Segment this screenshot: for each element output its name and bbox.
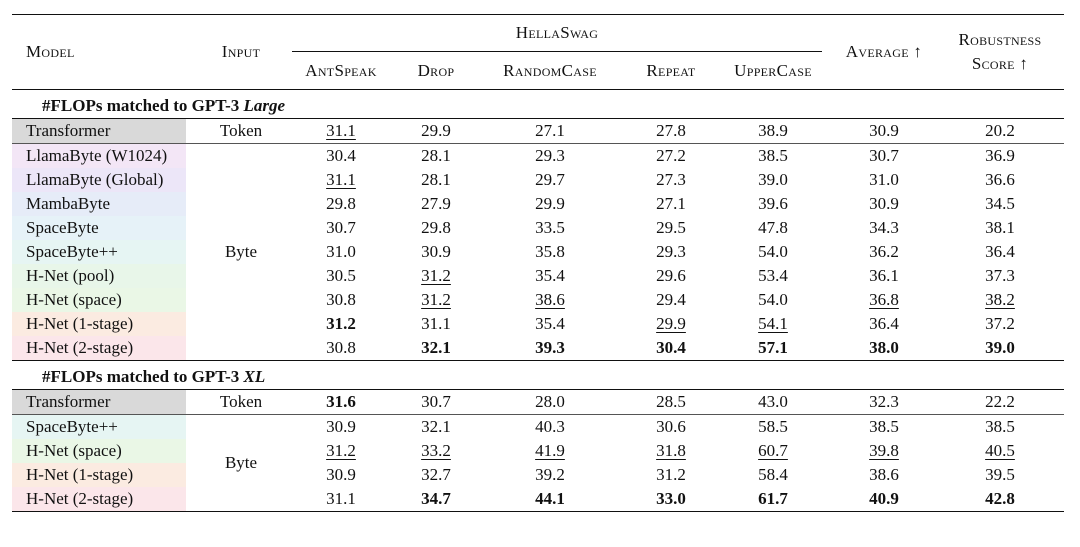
robustness-line2: Score ↑	[971, 54, 1029, 73]
col-header-drop: Drop	[417, 60, 455, 80]
metric-value: 31.1	[326, 489, 356, 508]
metric-cell	[282, 390, 400, 415]
metric-cell	[472, 439, 628, 463]
metric-cell	[282, 312, 400, 336]
metric-cell	[714, 144, 832, 169]
metric-cell	[832, 216, 936, 240]
metric-value: 38.6	[535, 290, 565, 309]
section-title-model: Large	[243, 96, 286, 115]
metric-value: 29.4	[656, 290, 686, 309]
table-row	[12, 192, 1064, 216]
metric-value: 30.9	[869, 121, 899, 140]
metric-value: 38.1	[985, 218, 1015, 237]
metric-cell	[714, 463, 832, 487]
metric-value: 58.4	[758, 465, 788, 484]
metric-cell	[936, 216, 1064, 240]
metric-value: 40.3	[535, 417, 565, 436]
metric-cell	[936, 168, 1064, 192]
metric-cell	[628, 168, 714, 192]
metric-value: 38.0	[869, 338, 899, 357]
metric-cell	[714, 336, 832, 361]
metric-cell	[628, 312, 714, 336]
metric-cell	[832, 192, 936, 216]
metric-value: 27.1	[656, 194, 686, 213]
metric-cell	[628, 216, 714, 240]
metric-value: 54.0	[758, 242, 788, 261]
metric-cell	[472, 288, 628, 312]
metric-cell	[936, 192, 1064, 216]
metric-value: 29.5	[656, 218, 686, 237]
metric-value: 31.2	[421, 266, 451, 285]
table-row	[12, 264, 1064, 288]
metric-value: 29.9	[656, 314, 686, 333]
metric-cell	[936, 312, 1064, 336]
metric-value: 43.0	[758, 392, 788, 411]
metric-cell	[936, 288, 1064, 312]
metric-cell	[714, 415, 832, 440]
metric-cell	[472, 192, 628, 216]
metric-value: 39.0	[985, 338, 1015, 357]
metric-cell	[472, 119, 628, 144]
model-name: LlamaByte (W1024)	[12, 144, 200, 169]
metric-cell	[628, 415, 714, 440]
model-name: H-Net (1-stage)	[12, 312, 200, 336]
metric-cell	[472, 264, 628, 288]
col-header-hellaswag	[282, 15, 832, 53]
metric-cell	[400, 487, 472, 512]
metric-value: 29.9	[535, 194, 565, 213]
table-row	[12, 240, 1064, 264]
metric-value: 37.3	[985, 266, 1015, 285]
metric-value: 27.2	[656, 146, 686, 165]
metric-cell	[714, 288, 832, 312]
metric-value: 29.6	[656, 266, 686, 285]
input-type-token: Token	[219, 121, 263, 140]
metric-cell	[714, 487, 832, 512]
metric-cell	[400, 192, 472, 216]
model-name: H-Net (pool)	[12, 264, 200, 288]
metric-cell	[472, 390, 628, 415]
metric-cell	[628, 144, 714, 169]
metric-value: 33.0	[656, 489, 686, 508]
metric-value: 39.3	[535, 338, 565, 357]
metric-value: 30.8	[326, 338, 356, 357]
metric-cell	[936, 119, 1064, 144]
metric-cell	[282, 487, 400, 512]
metric-value: 29.7	[535, 170, 565, 189]
metric-value: 47.8	[758, 218, 788, 237]
metric-cell	[282, 144, 400, 169]
col-header-repeat: Repeat	[646, 60, 696, 80]
metric-cell	[628, 119, 714, 144]
metric-cell	[936, 336, 1064, 361]
model-name: H-Net (2-stage)	[12, 336, 200, 361]
model-name: SpaceByte	[12, 216, 200, 240]
metric-value: 30.9	[869, 194, 899, 213]
metric-value: 57.1	[758, 338, 788, 357]
metric-value: 27.1	[535, 121, 565, 140]
section-title-xl	[12, 361, 1064, 390]
input-type-byte: Byte	[200, 144, 282, 361]
metric-value: 39.5	[985, 465, 1015, 484]
metric-value: 29.3	[656, 242, 686, 261]
metric-cell	[472, 216, 628, 240]
metric-value: 34.5	[985, 194, 1015, 213]
metric-value: 53.4	[758, 266, 788, 285]
metric-value: 30.5	[326, 266, 356, 285]
metric-cell	[400, 288, 472, 312]
metric-value: 41.9	[535, 441, 565, 460]
metric-value: 60.7	[758, 441, 788, 460]
metric-value: 27.3	[656, 170, 686, 189]
metric-value: 42.8	[985, 489, 1015, 508]
metric-cell	[628, 439, 714, 463]
metric-value: 40.9	[869, 489, 899, 508]
metric-value: 31.2	[656, 465, 686, 484]
metric-cell	[472, 336, 628, 361]
model-name: LlamaByte (Global)	[12, 168, 200, 192]
metric-value: 39.2	[535, 465, 565, 484]
metric-value: 27.8	[656, 121, 686, 140]
metric-value: 35.4	[535, 314, 565, 333]
metric-value: 30.8	[326, 290, 356, 309]
metric-value: 28.0	[535, 392, 565, 411]
metric-cell	[282, 336, 400, 361]
metric-cell	[832, 390, 936, 415]
metric-value: 31.2	[326, 441, 356, 460]
table-row	[12, 168, 1064, 192]
metric-value: 37.2	[985, 314, 1015, 333]
metric-value: 32.1	[421, 417, 451, 436]
metric-cell	[832, 168, 936, 192]
metric-value: 30.9	[421, 242, 451, 261]
metric-cell	[472, 144, 628, 169]
metric-value: 34.3	[869, 218, 899, 237]
metric-value: 36.8	[869, 290, 899, 309]
metric-cell	[282, 119, 400, 144]
metric-cell	[400, 240, 472, 264]
metric-value: 39.0	[758, 170, 788, 189]
metric-cell	[936, 264, 1064, 288]
metric-cell	[400, 264, 472, 288]
metric-cell	[282, 415, 400, 440]
metric-cell	[282, 439, 400, 463]
metric-value: 33.5	[535, 218, 565, 237]
metric-value: 58.5	[758, 417, 788, 436]
col-header-input: Input	[221, 42, 261, 61]
metric-value: 36.4	[869, 314, 899, 333]
metric-value: 30.4	[656, 338, 686, 357]
metric-cell	[936, 240, 1064, 264]
model-name: H-Net (2-stage)	[12, 487, 200, 512]
metric-cell	[282, 463, 400, 487]
metric-value: 30.7	[421, 392, 451, 411]
metric-cell	[832, 240, 936, 264]
metric-cell	[714, 216, 832, 240]
metric-cell	[282, 240, 400, 264]
metric-cell	[472, 463, 628, 487]
metric-cell	[282, 192, 400, 216]
table-row	[12, 390, 1064, 415]
metric-value: 29.3	[535, 146, 565, 165]
metric-cell	[714, 390, 832, 415]
metric-value: 44.1	[535, 489, 565, 508]
col-header-randomcase: RandomCase	[503, 60, 597, 80]
col-header-model: Model	[26, 42, 75, 61]
robustness-line1: Robustness	[958, 30, 1042, 49]
metric-cell	[472, 240, 628, 264]
metric-value: 32.3	[869, 392, 899, 411]
metric-cell	[400, 390, 472, 415]
metric-cell	[472, 168, 628, 192]
metric-cell	[936, 463, 1064, 487]
metric-cell	[628, 264, 714, 288]
input-type-byte: Byte	[200, 415, 282, 512]
metric-value: 30.9	[326, 417, 356, 436]
metric-value: 31.2	[421, 290, 451, 309]
metric-cell	[400, 119, 472, 144]
col-header-antspeak: AntSpeak	[305, 60, 377, 80]
metric-value: 20.2	[985, 121, 1015, 140]
model-name: MambaByte	[12, 192, 200, 216]
section-large	[12, 90, 1064, 361]
metric-value: 36.4	[985, 242, 1015, 261]
metric-value: 30.4	[326, 146, 356, 165]
metric-value: 34.7	[421, 489, 451, 508]
model-name: Transformer	[12, 390, 200, 415]
table-row	[12, 336, 1064, 361]
metric-value: 30.7	[869, 146, 899, 165]
metric-value: 31.1	[326, 170, 356, 189]
metric-cell	[400, 336, 472, 361]
metric-cell	[282, 168, 400, 192]
metric-cell	[832, 487, 936, 512]
metric-cell	[628, 288, 714, 312]
section-title-large	[12, 90, 1064, 119]
metric-value: 30.7	[326, 218, 356, 237]
table-row	[12, 119, 1064, 144]
col-header-average: Average ↑	[845, 42, 923, 61]
metric-value: 38.5	[869, 417, 899, 436]
metric-cell	[714, 192, 832, 216]
metric-cell	[400, 312, 472, 336]
metric-cell	[282, 216, 400, 240]
metric-value: 31.1	[326, 121, 356, 140]
model-name: Transformer	[12, 119, 200, 144]
metric-value: 32.1	[421, 338, 451, 357]
metric-value: 38.5	[985, 417, 1015, 436]
metric-cell	[936, 415, 1064, 440]
metric-cell	[400, 168, 472, 192]
metric-value: 31.6	[326, 392, 356, 411]
metric-value: 31.2	[326, 314, 356, 333]
table-row	[12, 487, 1064, 512]
metric-value: 35.4	[535, 266, 565, 285]
metric-cell	[282, 288, 400, 312]
metric-cell	[832, 288, 936, 312]
metric-value: 38.5	[758, 146, 788, 165]
metric-cell	[714, 168, 832, 192]
metric-cell	[936, 144, 1064, 169]
metric-cell	[400, 216, 472, 240]
metric-cell	[472, 487, 628, 512]
metric-value: 36.2	[869, 242, 899, 261]
metric-value: 31.0	[326, 242, 356, 261]
metric-cell	[936, 390, 1064, 415]
results-table	[12, 14, 1064, 512]
col-header-uppercase: UpperCase	[734, 60, 812, 80]
table-row	[12, 463, 1064, 487]
metric-value: 28.1	[421, 146, 451, 165]
metric-cell	[936, 439, 1064, 463]
metric-value: 29.9	[421, 121, 451, 140]
metric-cell	[472, 312, 628, 336]
metric-cell	[714, 264, 832, 288]
metric-cell	[714, 312, 832, 336]
metric-cell	[832, 264, 936, 288]
metric-value: 28.5	[656, 392, 686, 411]
metric-value: 35.8	[535, 242, 565, 261]
table-row	[12, 288, 1064, 312]
metric-cell	[628, 336, 714, 361]
metric-value: 28.1	[421, 170, 451, 189]
model-name: H-Net (1-stage)	[12, 463, 200, 487]
metric-cell	[832, 439, 936, 463]
input-type-token: Token	[219, 392, 263, 411]
metric-value: 29.8	[421, 218, 451, 237]
metric-cell	[832, 312, 936, 336]
metric-value: 31.0	[869, 170, 899, 189]
metric-cell	[282, 264, 400, 288]
metric-value: 36.6	[985, 170, 1015, 189]
table-row	[12, 312, 1064, 336]
metric-value: 38.2	[985, 290, 1015, 309]
metric-cell	[400, 463, 472, 487]
metric-cell	[832, 415, 936, 440]
metric-cell	[628, 192, 714, 216]
metric-value: 31.1	[421, 314, 451, 333]
metric-cell	[628, 390, 714, 415]
metric-value: 30.6	[656, 417, 686, 436]
metric-value: 33.2	[421, 441, 451, 460]
metric-cell	[714, 439, 832, 463]
metric-cell	[400, 415, 472, 440]
metric-cell	[628, 487, 714, 512]
metric-value: 36.9	[985, 146, 1015, 165]
metric-cell	[714, 119, 832, 144]
metric-cell	[714, 240, 832, 264]
metric-value: 30.9	[326, 465, 356, 484]
section-title-model: XL	[243, 367, 266, 386]
metric-value: 40.5	[985, 441, 1015, 460]
table-row	[12, 439, 1064, 463]
header-row-1	[12, 15, 1064, 53]
model-name: H-Net (space)	[12, 288, 200, 312]
table-row	[12, 415, 1064, 440]
metric-cell	[628, 240, 714, 264]
metric-value: 32.7	[421, 465, 451, 484]
table-row	[12, 144, 1064, 169]
metric-cell	[628, 463, 714, 487]
metric-value: 38.6	[869, 465, 899, 484]
metric-value: 27.9	[421, 194, 451, 213]
metric-value: 39.8	[869, 441, 899, 460]
metric-value: 61.7	[758, 489, 788, 508]
metric-cell	[472, 415, 628, 440]
metric-cell	[936, 487, 1064, 512]
metric-value: 38.9	[758, 121, 788, 140]
table-row	[12, 216, 1064, 240]
metric-value: 29.8	[326, 194, 356, 213]
metric-value: 36.1	[869, 266, 899, 285]
metric-cell	[832, 336, 936, 361]
metric-cell	[400, 144, 472, 169]
section-xl	[12, 361, 1064, 512]
model-name: SpaceByte++	[12, 240, 200, 264]
metric-value: 39.6	[758, 194, 788, 213]
section-title-prefix: #FLOPs matched to GPT-3	[42, 367, 244, 386]
metric-cell	[400, 439, 472, 463]
col-header-robustness	[936, 15, 1064, 90]
model-name: SpaceByte++	[12, 415, 200, 440]
metric-value: 22.2	[985, 392, 1015, 411]
metric-value: 31.8	[656, 441, 686, 460]
metric-cell	[832, 463, 936, 487]
section-title-prefix: #FLOPs matched to GPT-3	[42, 96, 244, 115]
model-name: H-Net (space)	[12, 439, 200, 463]
metric-cell	[832, 144, 936, 169]
hellaswag-label: HellaSwag	[292, 15, 822, 52]
metric-value: 54.1	[758, 314, 788, 333]
metric-cell	[832, 119, 936, 144]
metric-value: 54.0	[758, 290, 788, 309]
